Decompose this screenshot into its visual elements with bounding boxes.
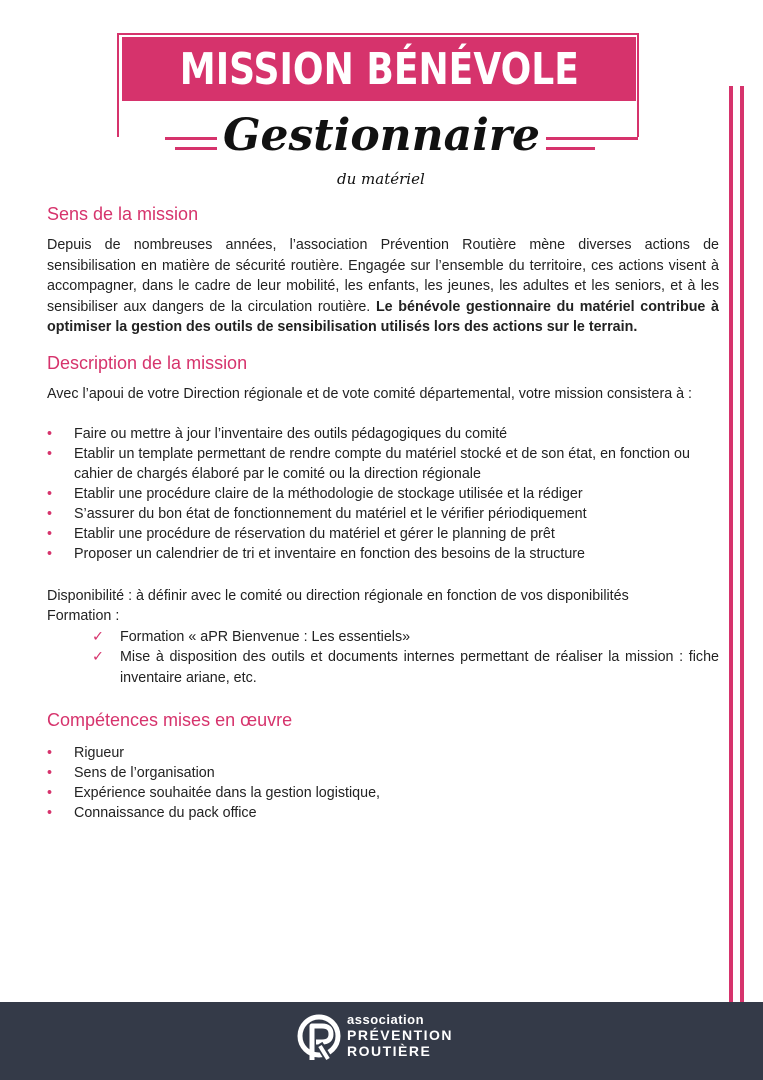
right-bar-1	[729, 86, 733, 1002]
header-banner	[122, 37, 636, 101]
availability-text: : à définir avec le comité ou direction régionale en fonction de vos disponibilités	[124, 587, 629, 604]
list-item: • Etablir un template permettant de rendre compte du matériel stocké et de son état, en fonction ou cahier de chargés élaboré par le comité ou la direction régionale	[47, 445, 690, 482]
check-icon: ✓	[92, 628, 104, 645]
sens-text: Depuis de nombreuses années, l’association Prévention Routière mène diverses actions de sensibilisation en matière de sécurité routière. Engagée sur l’ensemble du territoire, ces actions visent à accompagner, dans le cadre de leur mobilité, les enfants, les jeunes, les adultes et les seniors, et à les sensibiliser aux dangers de la circulation routière.	[47, 237, 719, 315]
formation-list	[47, 627, 719, 689]
list-item: • Etablir une procédure de réservation du matériel et gérer le planning de prêt	[47, 525, 555, 542]
prevention-routiere-logo-icon	[297, 1012, 343, 1066]
logo-line-prevention: PRÉVENTION	[347, 1027, 454, 1043]
main-content	[47, 203, 719, 823]
description-intro: Avec l’apoui de votre Direction régionale et de vote comité départemental, votre mission consistera à :	[47, 385, 693, 402]
list-item: • Sens de l’organisation	[47, 764, 215, 781]
sens-bold-text: Le bénévole gestionnaire du matériel contribue à optimiser la gestion des outils de sensibilisation utilisés lors des actions sur le terrain.	[47, 298, 719, 336]
formation-item: ✓ Mise à disposition des outils et documents internes permettant de réaliser la mission : fiche inventaire ariane, etc.	[92, 649, 719, 686]
competences-list	[47, 743, 719, 823]
section-heading-description: Description de la mission	[47, 352, 248, 373]
availability-label: Disponibilité	[47, 587, 125, 604]
footer-logo	[297, 1012, 467, 1072]
list-item: • Faire ou mettre à jour l’inventaire des outils pédagogiques du comité	[47, 425, 508, 442]
list-item: • Etablir une procédure claire de la méthodologie de stockage utilisée et la rédiger	[47, 485, 583, 502]
right-bar-2	[740, 86, 744, 1002]
availability-line	[47, 586, 719, 607]
list-item: • Connaissance du pack office	[47, 804, 257, 821]
formation-label: Formation :	[47, 608, 120, 625]
list-item: • Proposer un calendrier de tri et inventaire en fonction des besoins de la structure	[47, 545, 586, 562]
section-heading-competences: Compétences mises en œuvre	[47, 709, 293, 730]
sens-paragraph	[47, 235, 719, 338]
description-list	[47, 424, 719, 564]
list-item: • S’assurer du bon état de fonctionnement du matériel et le vérifier périodiquement	[47, 505, 587, 522]
logo-line-association: association	[347, 1012, 425, 1027]
logo-line-routiere: ROUTIÈRE	[347, 1043, 432, 1059]
banner-title: MISSION BÉNÉVOLE	[179, 43, 579, 95]
section-heading-sens: Sens de la mission	[47, 204, 199, 224]
page-subtitle: du matériel	[337, 170, 425, 188]
page-title: Gestionnaire	[0, 110, 763, 161]
formation-item: ✓ Formation « aPR Bienvenue : Les essentiels»	[92, 627, 719, 648]
check-icon: ✓	[92, 649, 104, 666]
list-item: • Rigueur	[47, 744, 125, 761]
list-item: • Expérience souhaitée dans la gestion logistique,	[47, 784, 381, 801]
